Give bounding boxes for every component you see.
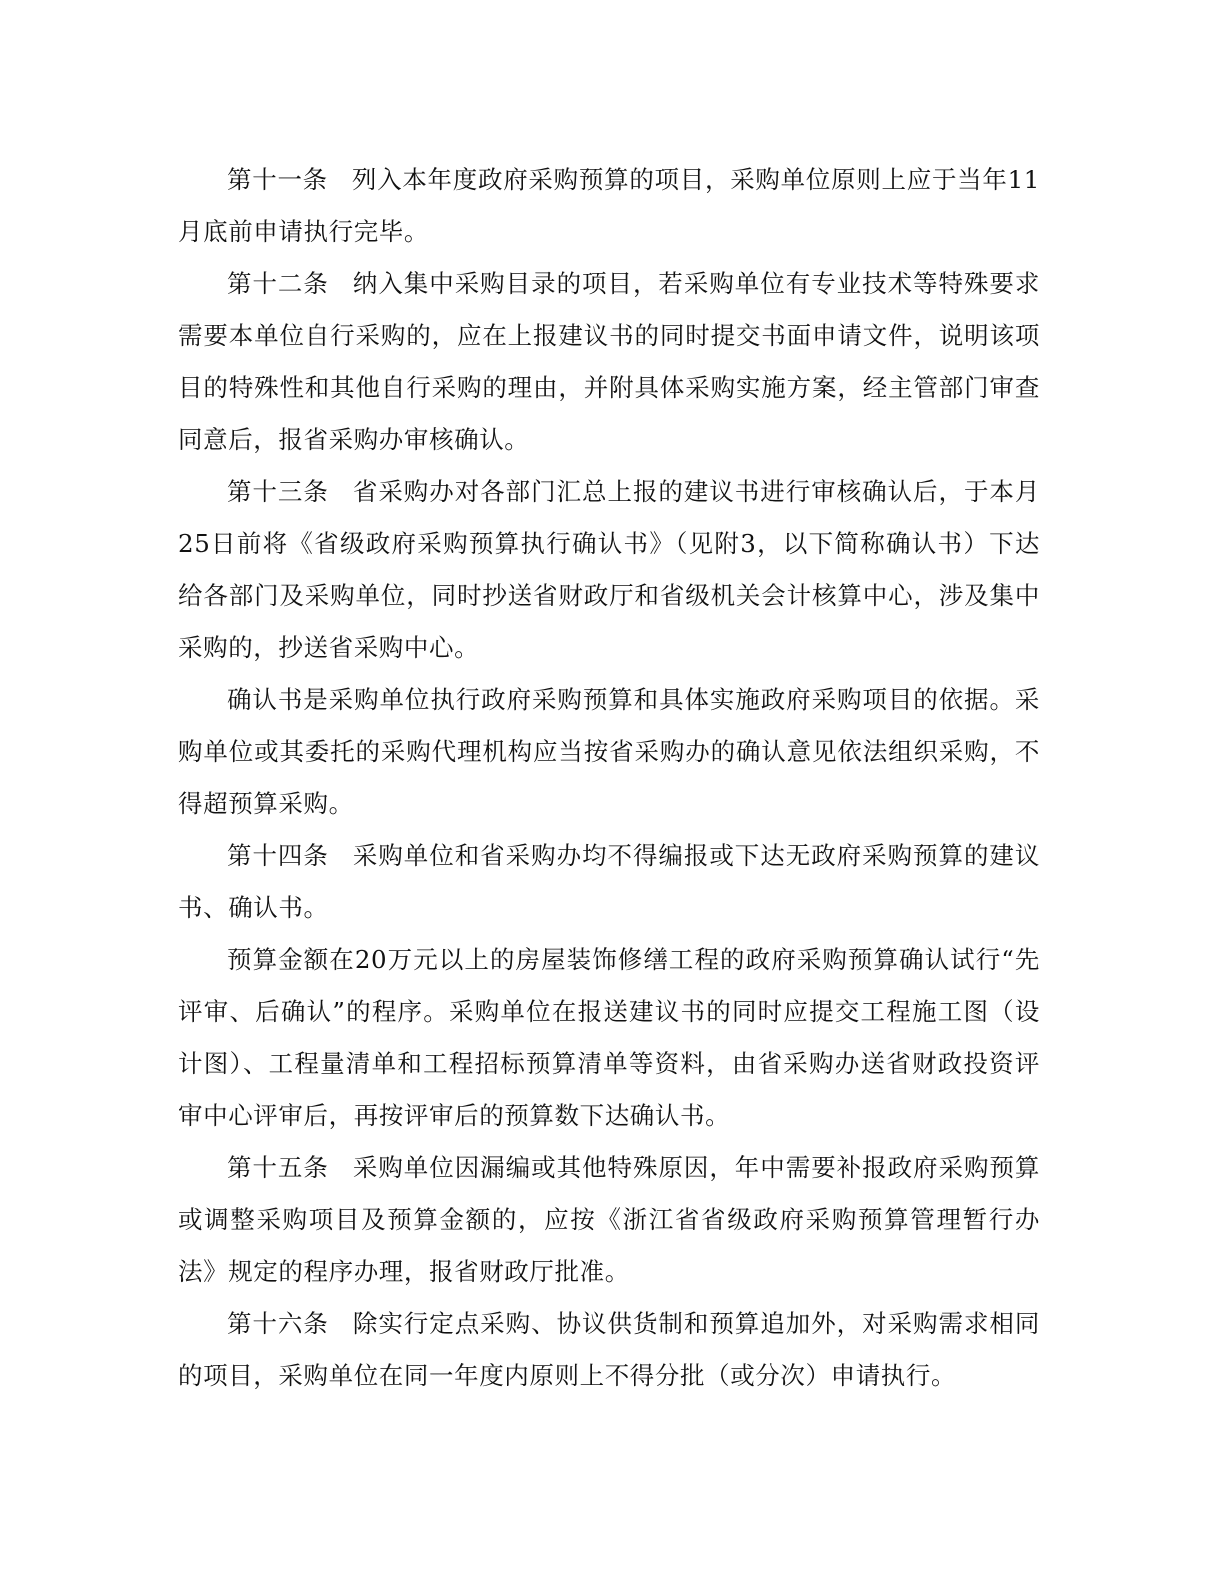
paragraph-article-14: [178, 830, 1040, 934]
paragraph-text: 确认书是采购单位执行政府采购预算和具体实施政府采购项目的依据。采购单位或其委托的采购代理机构应当按省采购办的确认意见依法组织采购，不得超预算采购。: [178, 685, 1040, 818]
paragraph-article-16: [178, 1298, 1040, 1402]
paragraph-article-15: [178, 1142, 1040, 1298]
paragraph-article-11: [178, 154, 1040, 258]
paragraph-text: 列入本年度政府采购预算的项目，采购单位原则上应于当年11月底前申请执行完毕。: [178, 165, 1040, 246]
article-number: 第十四条: [227, 841, 329, 870]
paragraph-text: 省采购办对各部门汇总上报的建议书进行审核确认后，于本月25日前将《省级政府采购预算执行确认书》（见附3，以下简称确认书）下达给各部门及采购单位，同时抄送省财政厅和省级机关会计核算中心，涉及集中采购的，抄送省采购中心。: [178, 477, 1040, 662]
article-number: 第十三条: [227, 477, 329, 506]
paragraph-confirmation-basis: [178, 674, 1040, 830]
article-number: 第十二条: [227, 269, 329, 298]
article-number: 第十一条: [227, 165, 328, 194]
paragraph-text: 除实行定点采购、协议供货制和预算追加外，对采购需求相同的项目，采购单位在同一年度内原则上不得分批（或分次）申请执行。: [178, 1309, 1040, 1390]
paragraph-text: 采购单位和省采购办均不得编报或下达无政府采购预算的建议书、确认书。: [178, 841, 1040, 922]
article-number: 第十六条: [227, 1309, 329, 1338]
paragraph-text: 采购单位因漏编或其他特殊原因，年中需要补报政府采购预算或调整采购项目及预算金额的，应按《浙江省省级政府采购预算管理暂行办法》规定的程序办理，报省财政厅批准。: [178, 1153, 1040, 1286]
document-body: [178, 154, 1040, 1402]
paragraph-article-13: [178, 466, 1040, 674]
paragraph-text: 纳入集中采购目录的项目，若采购单位有专业技术等特殊要求需要本单位自行采购的，应在上报建议书的同时提交书面申请文件，说明该项目的特殊性和其他自行采购的理由，并附具体采购实施方案，经主管部门审查同意后，报省采购办审核确认。: [178, 269, 1040, 454]
paragraph-text: 预算金额在20万元以上的房屋装饰修缮工程的政府采购预算确认试行“先评审、后确认”的程序。采购单位在报送建议书的同时应提交工程施工图（设计图）、工程量清单和工程招标预算清单等资料，由省采购办送省财政投资评审中心评审后，再按评审后的预算数下达确认书。: [178, 945, 1040, 1130]
paragraph-renovation-review: [178, 934, 1040, 1142]
paragraph-article-12: [178, 258, 1040, 466]
article-number: 第十五条: [227, 1153, 329, 1182]
